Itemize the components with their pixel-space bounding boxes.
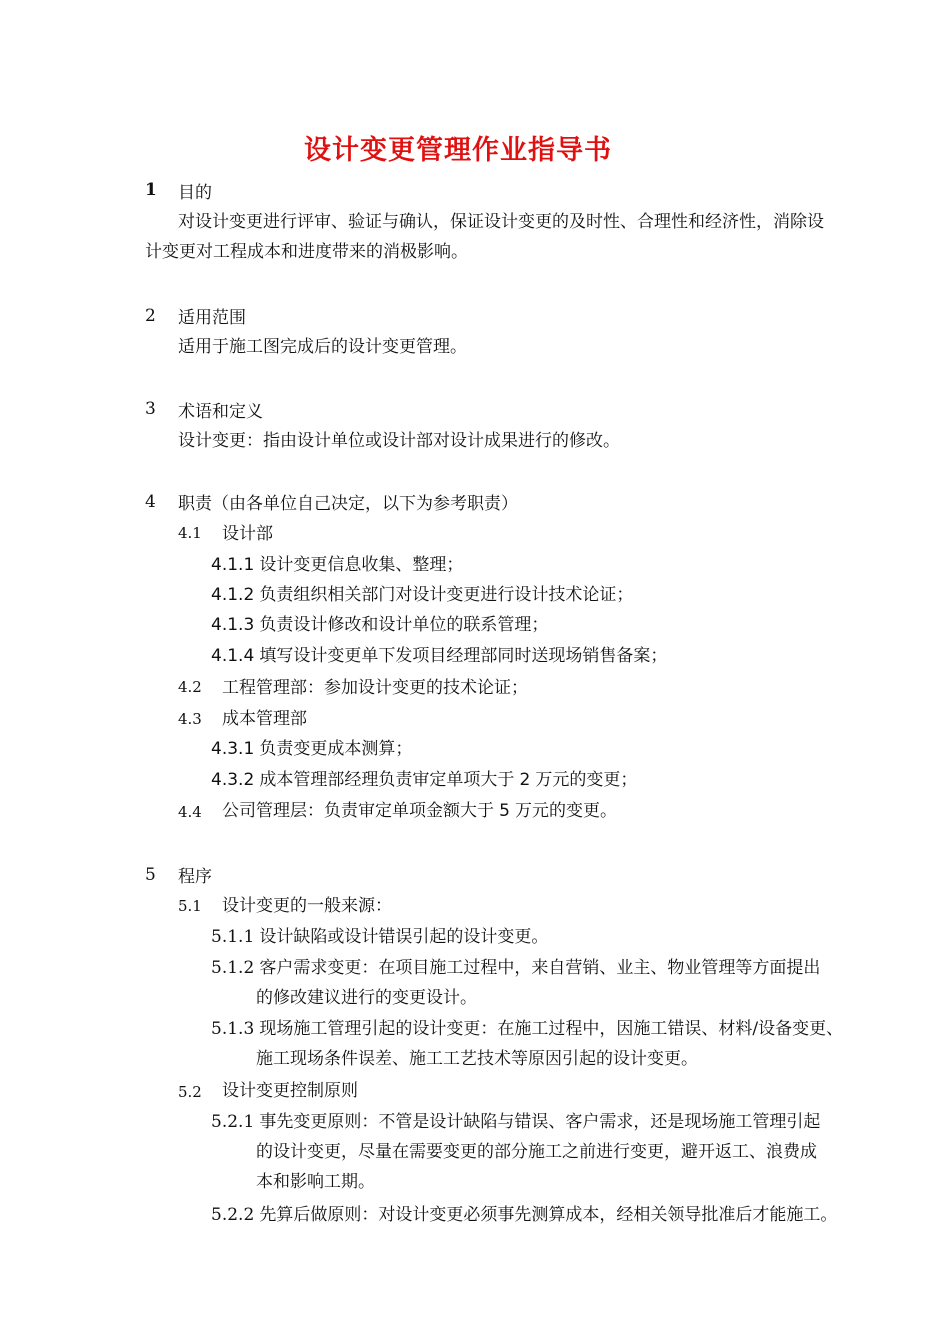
item-text: 现场施工管理引起的设计变更：在施工过程中，因施工错误、材料/设备变更、	[259, 1019, 844, 1039]
item-text: 成本管理部经理负责审定单项大于	[259, 770, 515, 790]
item-text: 事先变更原则：不管是设计缺陷与错误、客户需求，还是现场施工管理引起	[259, 1112, 821, 1132]
subsection-number: 4.1	[178, 524, 202, 542]
item-number: 5.2.2	[211, 1205, 255, 1225]
list-item	[211, 1014, 843, 1039]
list-item	[211, 550, 463, 575]
section-heading: 程序	[178, 867, 212, 887]
item-continuation: 本和影响工期。	[256, 1172, 375, 1192]
subsection-number: 4.3	[178, 710, 202, 728]
paragraph-line: 计变更对工程成本和进度带来的消极影响。	[145, 242, 468, 262]
amount-value: 2	[519, 770, 531, 790]
list-item	[211, 765, 637, 790]
subsection-number: 4.4	[178, 803, 202, 821]
item-text: 公司管理层：负责审定单项金额大于	[222, 801, 494, 821]
item-number: 4.1.1	[211, 555, 255, 575]
list-item	[211, 734, 412, 759]
item-number: 4.1.4	[211, 646, 255, 666]
item-continuation: 施工现场条件误差、施工工艺技术等原因引起的设计变更。	[256, 1049, 698, 1069]
section-heading: 职责（由各单位自己决定，以下为参考职责）	[178, 494, 518, 514]
amount-value: 5	[499, 801, 510, 821]
item-text: 万元的变更。	[515, 801, 618, 821]
subsection-text	[222, 796, 617, 821]
item-number: 5.1.3	[211, 1019, 255, 1039]
section-heading: 适用范围	[178, 308, 246, 328]
list-item	[211, 580, 633, 605]
item-number: 5.2.1	[211, 1112, 255, 1132]
item-text: 设计变更信息收集、整理；	[259, 555, 464, 575]
list-item	[211, 953, 820, 978]
subsection-number: 5.1	[178, 897, 202, 915]
item-number: 5.1.1	[211, 927, 255, 947]
subsection-heading: 设计变更控制原则	[222, 1081, 358, 1101]
subsection-number: 5.2	[178, 1083, 202, 1101]
paragraph-line: 适用于施工图完成后的设计变更管理。	[178, 337, 467, 357]
item-text: 先算后做原则：对设计变更必须事先测算成本，经相关领导批准后才能施工。	[259, 1205, 838, 1225]
item-text: 设计缺陷或设计错误引起的设计变更。	[259, 927, 549, 947]
section-number: 4	[145, 492, 156, 512]
list-item	[211, 641, 667, 666]
paragraph-line: 设计变更：指由设计单位或设计部对设计成果进行的修改。	[178, 431, 620, 451]
item-text: 客户需求变更：在项目施工过程中，来自营销、业主、物业管理等方面提出	[259, 958, 821, 978]
item-continuation: 的修改建议进行的变更设计。	[256, 988, 477, 1008]
section-number: 5	[145, 865, 156, 885]
subsection-heading: 设计变更的一般来源：	[222, 896, 392, 916]
item-continuation: 的设计变更，尽量在需要变更的部分施工之前进行变更，避开返工、浪费成	[256, 1142, 817, 1162]
item-number: 5.1.2	[211, 958, 255, 978]
item-text: 负责组织相关部门对设计变更进行设计技术论证；	[259, 585, 634, 605]
list-item	[211, 610, 548, 635]
section-number: 3	[145, 399, 156, 419]
list-item	[211, 1200, 837, 1225]
list-item	[211, 922, 548, 947]
page-title: 设计变更管理作业指导书	[304, 135, 612, 166]
item-text: 万元的变更；	[535, 770, 638, 790]
item-number: 4.3.2	[211, 770, 255, 790]
section-heading: 目的	[178, 183, 212, 203]
item-number: 4.1.3	[211, 615, 255, 635]
item-text: 负责设计修改和设计单位的联系管理；	[259, 615, 549, 635]
list-item	[211, 1107, 820, 1132]
subsection-heading: 成本管理部	[222, 709, 307, 729]
section-heading: 术语和定义	[178, 402, 263, 422]
item-number: 4.1.2	[211, 585, 255, 605]
item-text: 负责变更成本测算；	[259, 739, 413, 759]
subsection-text: 工程管理部：参加设计变更的技术论证；	[222, 678, 528, 698]
item-number: 4.3.1	[211, 739, 255, 759]
section-number: 1	[145, 180, 157, 200]
subsection-heading: 设计部	[222, 524, 273, 544]
subsection-number: 4.2	[178, 678, 202, 696]
paragraph-line: 对设计变更进行评审、验证与确认，保证设计变更的及时性、合理性和经济性，消除设	[178, 212, 824, 232]
item-text: 填写设计变更单下发项目经理部同时送现场销售备案；	[259, 646, 668, 666]
section-number: 2	[145, 306, 156, 326]
